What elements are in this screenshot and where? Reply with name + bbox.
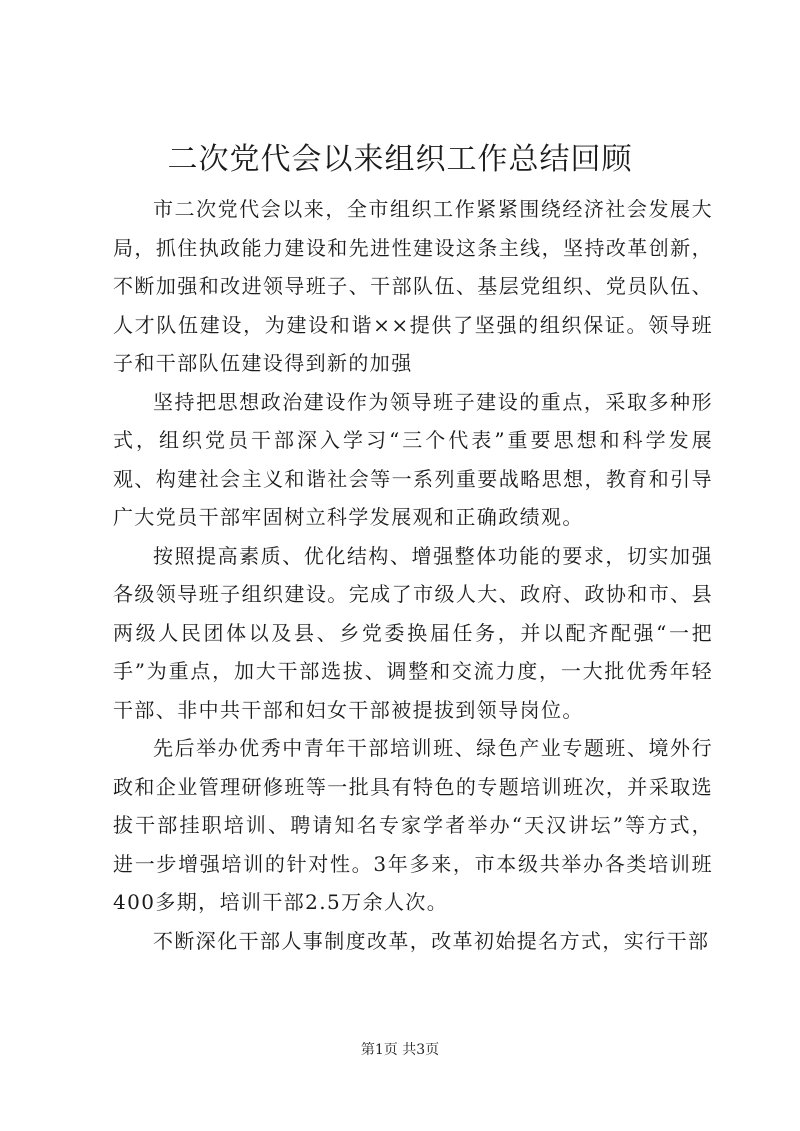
paragraph-5: 不断深化干部人事制度改革，改革初始提名方式，实行干部 [153, 928, 710, 953]
paragraph-3: 按照提高素质、优化结构、增强整体功能的要求，切实加强各级领导班子组织建设。完成了市级人大、政府、政协和市、县两级人民团体以及县、乡党委换届任务，并以配齐配强“一把手”为重点，加大干部选拔、调整和交流力度，一大批优秀年轻干部、非中共干部和妇女干部被提拔到领导岗位。 [113, 543, 713, 722]
paragraph-2: 坚持把思想政治建设作为领导班子建设的重点，采取多种形式，组织党员干部深入学习“三个代表”重要思想和科学发展观、构建社会主义和谐社会等一系列重要战略思想，教育和引导广大党员干部牢固树立科学发展观和正确政绩观。 [113, 389, 713, 529]
paragraph-4: 先后举办优秀中青年干部培训班、绿色产业专题班、境外行政和企业管理研修班等一批具有特色的专题培训班次，并采取选拔干部挂职培训、聘请知名专家学者举办“天汉讲坛”等方式，进一步增强培训的针对性。3年多来，市本级共举办各类培训班400多期，培训干部2.5万余人次。 [113, 736, 713, 914]
document-title: 二次党代会以来组织工作总结回顾 [167, 142, 633, 177]
paragraph-1: 市二次党代会以来，全市组织工作紧紧围绕经济社会发展大局，抓住执政能力建设和先进性建设这条主线，坚持改革创新，不断加强和改进领导班子、干部队伍、基层党组织、党员队伍、人才队伍建设，为建设和谐××提供了坚强的组织保证。领导班子和干部队伍建设得到新的加强 [113, 197, 713, 375]
page-footer: 第1页 共3页 [360, 1042, 440, 1058]
document-body [113, 190, 713, 960]
